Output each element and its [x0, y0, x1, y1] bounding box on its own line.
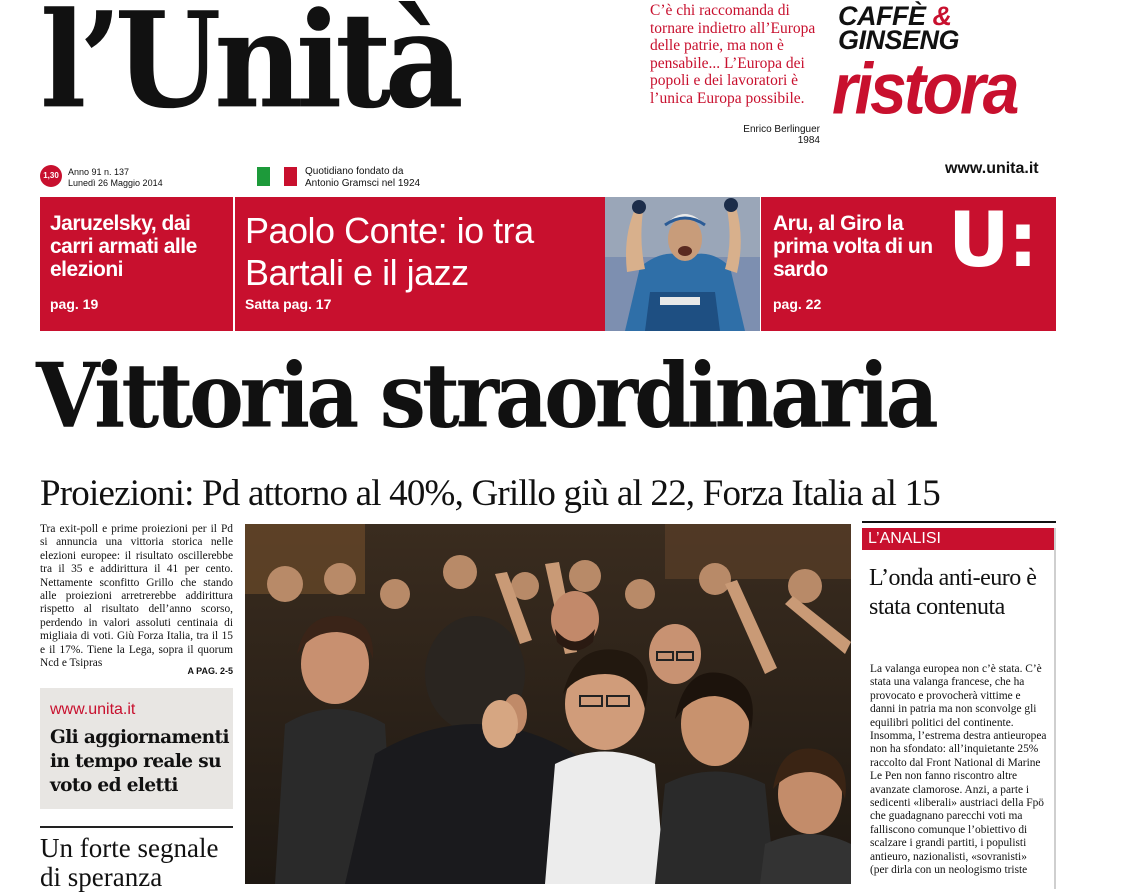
ad-line-ginseng: GINSENG — [838, 25, 960, 55]
subheadline: Proiezioni: Pd attorno al 40%, Grillo giù al 22, Forza Italia al 15 — [40, 473, 940, 514]
lead-paragraph: Tra exit-poll e prime proiezioni per il Pd si annuncia una vittoria storica nelle elezioni europee: il risultato oscillerebbe tra il 35 e addirittura il 41 per cento. Nettamente sconfitto Grillo che stando alle proiezioni arretrerebbe addirittura rispetto al risultato dell’anno scorso, perdendo in valori assoluti centinaia di migliaia di voti. Giù Forza Italia, tra il 15 e il 17%. Tiene la Lega, sopra il quorum Ncd e Tsipras — [40, 523, 233, 670]
founded-line-1: Quotidiano fondato da — [305, 166, 404, 177]
issue-info — [68, 167, 163, 189]
main-headline: Vittoria straordinaria — [36, 344, 935, 449]
page-reference: A PAG. 2-5 — [187, 666, 233, 676]
website-link[interactable]: www.unita.it — [945, 160, 1039, 177]
teaser-aru-page: pag. 22 — [773, 296, 822, 312]
crowd-photo — [245, 524, 851, 884]
teaser-conte-page: Satta pag. 17 — [245, 296, 332, 312]
u-logo: U: — [948, 195, 1037, 284]
masthead-title: l’Unità — [40, 0, 457, 138]
analysis-title[interactable]: L’onda anti-euro è stata contenuta — [869, 565, 1037, 620]
teaser-aru-title[interactable]: Aru, al Giro la prima volta di un sardo — [773, 212, 933, 281]
quote-author: Enrico Berlinguer — [743, 124, 820, 135]
web-box-title[interactable]: Gli aggiornamenti in tempo reale su voto ed eletti — [50, 727, 229, 796]
web-box-url[interactable]: www.unita.it — [50, 701, 136, 718]
analysis-label: L’ANALISI — [862, 528, 1056, 550]
ad-ampersand: & — [932, 1, 952, 31]
quote-year: 1984 — [797, 135, 820, 146]
teaser-jaruzelsky-title[interactable]: Jaruzelsky, dai carri armati alle elezioni — [50, 212, 197, 281]
issue-number: Anno 91 n. 137 — [68, 167, 130, 177]
analysis-side-rule — [1054, 528, 1056, 889]
ad-ristora: ristora — [832, 47, 1017, 129]
ad-line-caffe: CAFFÈ — [838, 1, 926, 31]
column-rule — [40, 826, 233, 828]
analysis-text: La valanga europea non c’è stata. C’è stata una valanga francese, che ha provocato e provocherà vittime e danni in patria ma non sconvolge gli equilibri politici del continente. Insomma, l’estrema destra antieuropea non ha sfondato: all’inquietante 25% raccolto dal Front National di Marine Le Pen non fanno riscontro altre avanzate clamorose. Anzi, a parte i sedicenti «liberali» austriaci della Fpö che guadagnano parecchi voti ma falliscono comunque l’obiettivo di scalzare i grandi partiti, i populisti antieuro, nazionalisti, «sovranisti» (per dirla con un neologismo triste — [870, 663, 1047, 877]
strip-divider — [233, 197, 235, 331]
second-story-title[interactable]: Un forte segnale di speranza — [40, 833, 219, 892]
founded-note — [305, 166, 420, 190]
teaser-jaruzelsky-page: pag. 19 — [50, 296, 99, 312]
cyclist-photo — [605, 197, 760, 331]
founded-line-2: Antonio Gramsci nel 1924 — [305, 178, 421, 189]
advertisement-caffe-ginseng — [838, 1, 960, 55]
teaser-conte-title[interactable]: Paolo Conte: io tra Bartali e il jazz — [245, 210, 534, 293]
analysis-top-rule — [862, 521, 1056, 523]
italian-flag-icon — [257, 167, 297, 186]
quote-attribution — [690, 124, 820, 146]
price-badge: 1,30 — [40, 165, 62, 187]
issue-date: Lunedì 26 Maggio 2014 — [68, 178, 163, 188]
masthead-quote: C’è chi raccomanda di tornare indietro all’Europa delle patrie, ma non è pensabile... L’Europa dei popoli e dei lavoratori è l’unica Europa possibile. — [650, 2, 816, 107]
